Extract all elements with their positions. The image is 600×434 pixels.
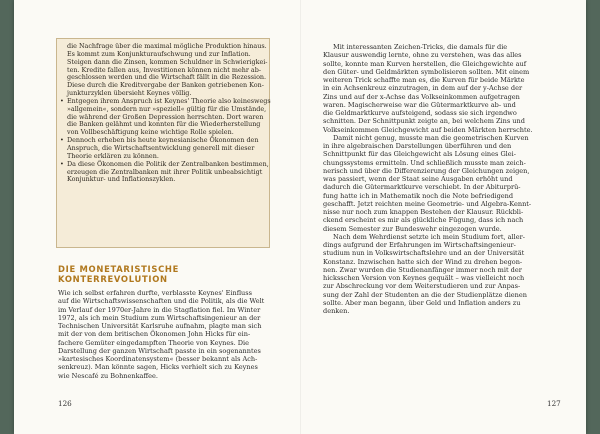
summary-line-text: die Nachfrage über die maximal mögliche Produktion hinaus. xyxy=(67,42,267,50)
summary-line-text: von Vollbeschäftigung keine wichtige Rolle spielen. xyxy=(67,128,234,137)
text-line: mit der von dem britischen Ökonomen John Hicks für ein- xyxy=(58,330,251,339)
text-line: wie Nescafé zu Bohnenkaffee. xyxy=(58,371,158,380)
text-line: Konstanz. Inzwischen hatte sich der Wind zu drehen begon- xyxy=(323,257,523,266)
text-line: waren. Magischerweise war die Gütermarktkurve ab- und xyxy=(323,100,516,109)
text-line: nerisch und über die Differenzierung der Gleichungen zeigen, xyxy=(323,166,530,175)
text-line: hicksschen Version von Keynes gequält – was vielleicht noch xyxy=(323,274,525,282)
summary-line xyxy=(60,136,263,145)
text-line: fung hatte ich in Mathematik noch die Note befriedigend xyxy=(323,191,514,200)
book-spread xyxy=(14,0,586,434)
text-line: Nach dem Wehrdienst setzte ich mein Studium fort, aller- xyxy=(333,232,525,241)
summary-line-text: erzeugen die Zentralbanken mit ihrer Politik unbeabsichtigt xyxy=(67,167,263,176)
text-line: Zins und auf der x-Achse das Volkseinkommen aufgetragen xyxy=(323,92,520,101)
summary-line-text: Dennoch erheben bis heute keynesianische Ökonomen den xyxy=(67,136,259,145)
summary-box xyxy=(56,38,270,248)
bullet-icon: • xyxy=(60,136,64,145)
text-line: sollte. Aber man begann, über Geld und Inflation anders zu xyxy=(323,298,521,307)
text-line: die Geldmarktkurve aufsteigend, sodass sie sich irgendwo xyxy=(323,109,517,117)
text-line: im Verlauf der 1970er-Jahre in die Stagflation fiel. Im Winter xyxy=(58,305,261,314)
text-line: weiteren Trick schaffte man es, die Kurven für beide Märkte xyxy=(323,76,525,84)
text-line: chungssystems ermitteln. Und schließlich musste man zeich- xyxy=(323,158,526,167)
text-line: Wie ich selbst erfahren durfte, verblasste Keynes' Einfluss xyxy=(58,289,252,297)
text-line: Schnittpunkt für das Gleichgewicht als Lösung eines Glei- xyxy=(323,150,516,159)
summary-line-text: junkturzyklen übersieht Keynes völlig. xyxy=(67,89,192,98)
summary-line-text: Es kommt zum Konjunkturaufschwung und zur Inflation. xyxy=(67,49,251,58)
summary-line-text: Theorie erklären zu können. xyxy=(67,151,159,160)
text-line: 1972, als ich mein Studium zum Wirtschaftsingenieur an der xyxy=(58,313,261,322)
text-line: denken. xyxy=(323,307,350,315)
text-line: dadurch die Gütermarktkurve verschiebt. In der Abiturprü- xyxy=(323,183,521,192)
summary-line xyxy=(60,96,271,106)
summary-line-text: Entgegen ihrem Anspruch ist Keynes' Theorie also keineswegs xyxy=(67,96,271,105)
text-line: nisse nur noch zum knappen Bestehen der Klausur. Rückbli- xyxy=(323,208,524,216)
summary-line-text: Konjunktur- und Inflationszyklen. xyxy=(67,175,176,184)
text-line: ckend erscheint es mir als glückliche Fügung, dass ich nach xyxy=(323,216,524,225)
summary-line xyxy=(60,159,269,169)
text-line: was passiert, wenn der Staat seine Ausgaben erhöht und xyxy=(323,175,513,183)
bullet-icon: • xyxy=(60,159,64,168)
bullet-icon: • xyxy=(60,96,64,105)
text-line: zur Abschreckung vor dem Weiterstudieren und zur Anpas- xyxy=(323,282,521,291)
text-line: Volkseinkommen Gleichgewicht auf beiden Märkten herrschte. xyxy=(323,125,533,134)
summary-line-text: Diese durch die Kreditvergabe der Banken getriebenen Kon- xyxy=(67,81,264,90)
summary-line-text: Anspruch, die Wirtschaftsentwicklung generell mit dieser xyxy=(67,143,255,152)
left-page xyxy=(14,0,300,434)
right-page xyxy=(301,0,586,434)
section-heading xyxy=(58,264,179,284)
section-heading-line: DIE MONETARISTISCHE xyxy=(58,264,180,274)
text-line: Darstellung der ganzen Wirtschaft passte in ein sogenanntes xyxy=(58,346,261,355)
text-line: auf die Wirtschaftswissenschaften und die Politik, als die Welt xyxy=(58,297,265,306)
section-heading-line: KONTERREVOLUTION xyxy=(58,274,168,285)
text-line: in ihre algebraischen Darstellungen überführen und den xyxy=(323,142,512,150)
summary-line-text: die während der Großen Depression herrschten. Dort waren xyxy=(67,112,264,121)
summary-line-text: Steigen dann die Zinsen, kommen Schuldner in Schwierigkei- xyxy=(67,57,268,66)
text-line: in ein Achsenkreuz einzutragen, in dem auf der y-Achse der xyxy=(323,84,523,93)
text-line: Damit nicht genug, musste man die geometrischen Kurven xyxy=(333,133,529,142)
right-body-text xyxy=(323,43,545,315)
text-line: schnitten. Der Schnittpunkt zeigte an, bei welchem Zins und xyxy=(323,117,525,126)
summary-line-text: ten. Kredite fallen aus, Investitionen können nicht mehr ab- xyxy=(67,65,261,74)
text-line: »kartesisches Koordinatensystem« (besser bekannt als Ach- xyxy=(58,355,258,363)
text-line: sollte, konnte man Kurven herstellen, die Gleichgewichte auf xyxy=(323,59,527,68)
page-number-right: 127 xyxy=(547,399,561,408)
summary-line-text: »allgemein«, sondern nur »speziell« gültig für die Umstände, xyxy=(67,104,267,113)
summary-line-text: die Banken gelähmt und konnten für die Wiederherstellung xyxy=(67,120,261,129)
text-line: diesem Semester zur Bundeswehr eingezogen wurde. xyxy=(323,224,502,233)
text-line: sung der Zahl der Studenten an die der Studienplätze dienen xyxy=(323,290,527,299)
text-line: nen. Zwar wurden die Studienanfänger immer noch mit der xyxy=(323,265,522,274)
text-line: Klausur auswendig lernte, ohne zu verstehen, was das alles xyxy=(323,51,522,60)
text-line: senkreuz). Man könnte sagen, Hicks verhielt sich zu Keynes xyxy=(58,363,258,372)
text-line: fachere Gemüter eingedampften Theorie von Keynes. Die xyxy=(58,338,250,347)
text-line: den Güter- und Geldmärkten symbolisieren sollten. Mit einem xyxy=(323,67,530,76)
text-line: dings aufgrund der Erfahrungen im Wirtschaftsingenieur- xyxy=(323,241,516,249)
page-number-left: 126 xyxy=(58,399,72,408)
summary-line-text: Da diese Ökonomen die Politik der Zentralbanken bestimmen, xyxy=(67,159,269,168)
summary-line xyxy=(67,176,263,184)
text-line: geschafft. Jetzt reichten meine Geometrie- und Algebra-Kennt- xyxy=(323,199,532,208)
left-body-text xyxy=(58,289,278,380)
text-line: Mit interessanten Zeichen-Tricks, die damals für die xyxy=(333,43,508,51)
summary-line-text: geschlossen werden und die Wirtschaft fällt in die Rezession. xyxy=(67,73,267,82)
text-line: studium nun in Volkswirtschaftslehre und an der Universität xyxy=(323,249,525,258)
text-line: Technischen Universität Karlsruhe aufnahm, plagte man sich xyxy=(58,322,262,330)
